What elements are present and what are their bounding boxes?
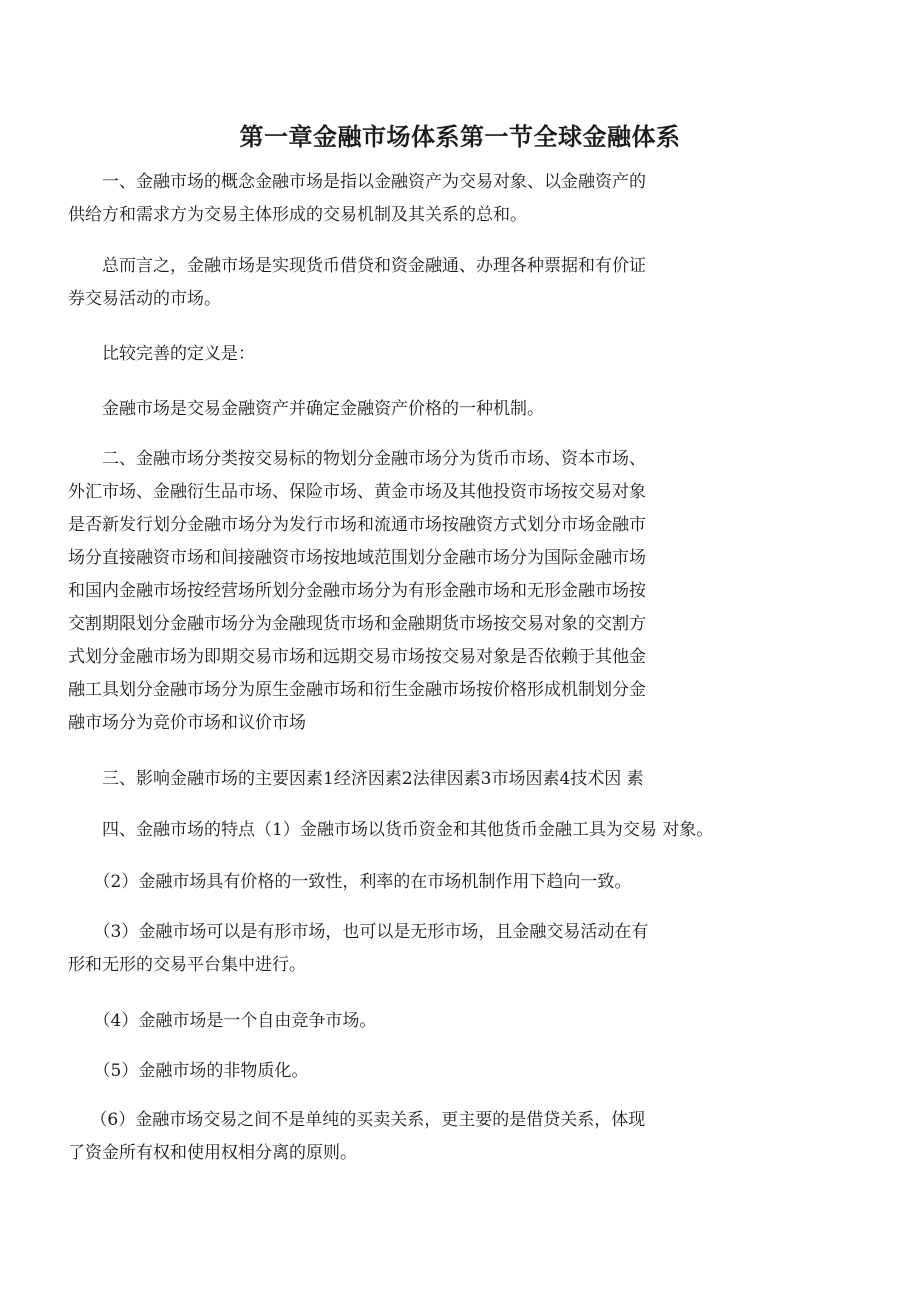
text-line: 式划分金融市场为即期交易市场和远期交易市场按交易对象是否依赖于其他金 [68,647,646,667]
paragraph-feature-2 [68,866,748,899]
text-line: （3）金融市场可以是有形市场，也可以是无形市场，且金融交易活动在有 [68,922,649,942]
text-line: 和国内金融市场按经营场所划分金融市场分为有形金融市场和无形金融市场按 [68,581,646,601]
text-line: 是否新发行划分金融市场分为发行市场和流通市场按融资方式划分市场金融市 [68,515,646,535]
paragraph-market-features [68,814,748,847]
text-line: 融市场分为竞价市场和议价市场 [68,713,306,733]
text-line: 总而言之，金融市场是实现货币借贷和资金融通、办理各种票据和有价证 [68,256,646,276]
text-line: 形和无形的交易平台集中进行。 [68,955,306,975]
text-line: （2）金融市场具有价格的一致性，利率的在市场机制作用下趋向一致。 [68,872,632,892]
paragraph-feature-6 [68,1104,748,1170]
text-line: 融工具划分金融市场分为原生金融市场和衍生金融市场按价格形成机制划分金 [68,680,646,700]
paragraph-market-classification [68,443,748,740]
text-line: 比较完善的定义是： [68,344,255,364]
paragraph-feature-4 [68,1005,748,1038]
text-line: 三、影响金融市场的主要因素1经济因素2法律因素3市场因素4技术因 素 [68,769,644,789]
text-line: 了资金所有权和使用权相分离的原则。 [68,1143,357,1163]
text-line: 券交易活动的市场。 [68,289,221,309]
text-line: 场分直接融资市场和间接融资市场按地域范围划分金融市场分为国际金融市场 [68,548,646,568]
paragraph-market-concept [68,166,748,232]
text-line: 交割期限划分金融市场分为金融现货市场和金融期货市场按交易对象的交割方 [68,614,646,634]
text-line: 外汇市场、金融衍生品市场、保险市场、黄金市场及其他投资市场按交易对象 [68,482,646,502]
text-line: 金融市场是交易金融资产并确定金融资产价格的一种机制。 [68,399,544,419]
text-line: 供给方和需求方为交易主体形成的交易机制及其关系的总和。 [68,205,527,225]
text-line: （5）金融市场的非物质化。 [68,1061,309,1081]
paragraph-summary [68,250,748,316]
paragraph-influencing-factors [68,763,748,796]
paragraph-definition [68,393,748,426]
page-title: 第一章金融市场体系第一节全球金融体系 [239,123,681,151]
text-line: 一、金融市场的概念金融市场是指以金融资产为交易对象、以金融资产的 [68,172,646,192]
paragraph-feature-5 [68,1055,748,1088]
text-line: 四、金融市场的特点（1）金融市场以货币资金和其他货币金融工具为交易 对象。 [68,820,714,840]
text-line: （6）金融市场交易之间不是单纯的买卖关系，更主要的是借贷关系，体现 [68,1110,646,1130]
text-line: （4）金融市场是一个自由竞争市场。 [68,1011,377,1031]
text-line: 二、金融市场分类按交易标的物划分金融市场分为货币市场、资本市场、 [68,449,646,469]
paragraph-definition-intro [68,338,748,371]
paragraph-feature-3 [68,916,748,982]
